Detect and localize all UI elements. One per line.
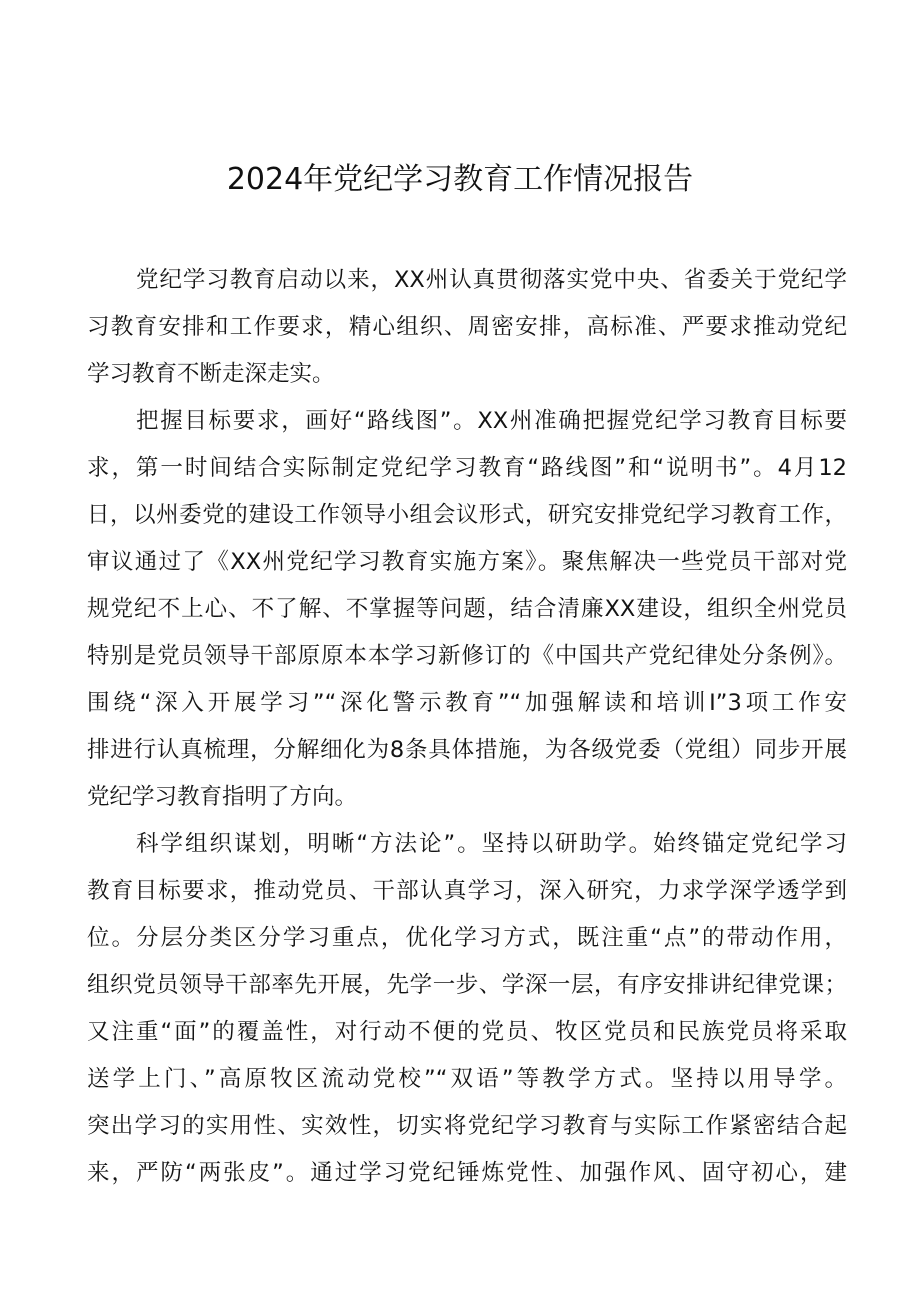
text-line: 党纪学习教育指明了方向。 [87,784,358,810]
paragraph-roadmap [87,398,847,821]
text-line: 排进行认真梳理，分解细化为8条具体措施，为各级党委（党组）同步开展 [87,737,847,763]
text-line: 送学上门、”高原牧区流动党校”“双语”等教学方式。坚持以用导学。 [87,1066,847,1092]
text-line: 围绕“深入开展学习”“深化警示教育”“加强解读和培训I”3项工作安 [87,690,847,716]
text-line: 把握目标要求，画好“路线图”。XX州准确把握党纪学习教育目标要 [136,408,847,434]
text-line: 科学组织谋划，明晰“方法论”。坚持以研助学。始终锚定党纪学习 [136,831,847,857]
text-line: 来，严防“两张皮”。通过学习党纪锤炼党性、加强作风、固守初心，建 [87,1160,847,1186]
paragraph-methodology [87,821,847,1197]
text-line: 党纪学习教育启动以来，XX州认真贯彻落实党中央、省委关于党纪学 [136,267,847,293]
text-line: 审议通过了《XX州党纪学习教育实施方案》。聚焦解决一些党员干部对党 [87,549,847,575]
text-line: 又注重“面”的覆盖性，对行动不便的党员、牧区党员和民族党员将采取 [87,1019,847,1045]
text-line: 习教育安排和工作要求，精心组织、周密安排，高标准、严要求推动党纪 [87,314,847,340]
text-line: 特别是党员领导干部原原本本学习新修订的《中国共产党纪律处分条例》。 [87,643,847,669]
paragraph-intro [87,257,847,398]
text-line: 教育目标要求，推动党员、干部认真学习，深入研究，力求学深学透学到 [87,878,847,904]
text-line: 突出学习的实用性、实效性，切实将党纪学习教育与实际工作紧密结合起 [87,1113,847,1139]
text-line: 位。分层分类区分学习重点，优化学习方式，既注重“点”的带动作用， [87,925,847,951]
text-line: 求，第一时间结合实际制定党纪学习教育“路线图”和“说明书”。4月12 [87,455,847,481]
text-line: 组织党员领导干部率先开展，先学一步、学深一层，有序安排讲纪律党课； [87,972,847,998]
text-line: 规党纪不上心、不了解、不掌握等问题，结合清廉XX建设，组织全州党员 [87,596,847,622]
document-body [87,257,847,1197]
document-title: 2024年党纪学习教育工作情况报告 [226,162,694,197]
text-line: 学习教育不断走深走实。 [87,361,335,387]
text-line: 日，以州委党的建设工作领导小组会议形式，研究安排党纪学习教育工作， [87,502,847,528]
